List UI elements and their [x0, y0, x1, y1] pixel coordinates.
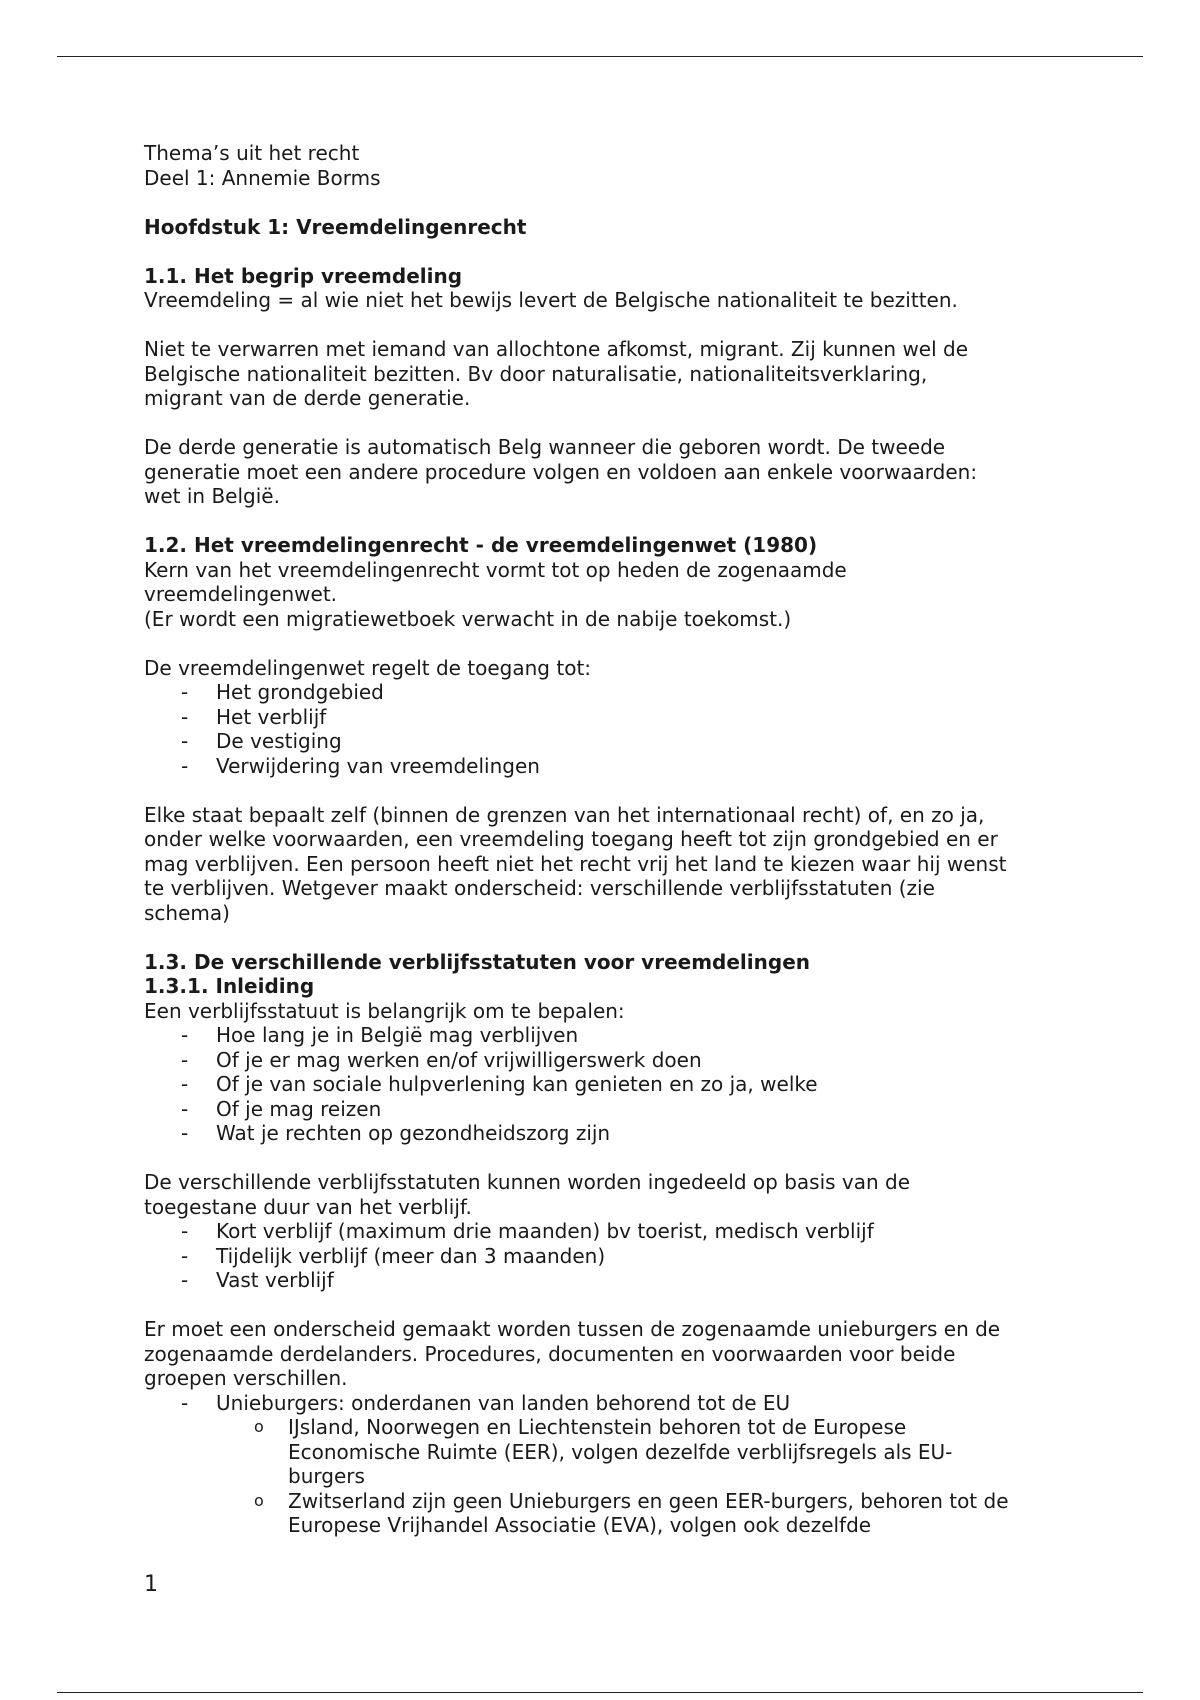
- dash-bullet: -: [181, 1390, 189, 1415]
- paragraph-line: Er moet een onderscheid gemaakt worden tussen de zogenaamde unieburgers en de: [144, 1317, 1001, 1341]
- paragraph-line: De verschillende verblijfsstatuten kunnen worden ingedeeld op basis van de: [144, 1170, 911, 1194]
- paragraph-line: zogenaamde derdelanders. Procedures, documenten en voorwaarden voor beide: [144, 1341, 956, 1366]
- duration-list: [144, 1219, 1084, 1293]
- list-item: - Het verblijf: [181, 704, 327, 729]
- dash-bullet: -: [181, 1219, 189, 1243]
- citizen-list: [144, 1391, 1084, 1416]
- page-top-rule: [57, 56, 1143, 57]
- list-item: - Vast verblijf: [181, 1268, 334, 1292]
- paragraph-line: vreemdelingenwet.: [144, 582, 338, 606]
- citizen-sublist: [144, 1415, 1084, 1538]
- circle-bullet: o: [254, 1417, 264, 1436]
- chapter-heading: Hoofdstuk 1: Vreemdelingenrecht: [144, 214, 527, 239]
- list-item: - Of je van sociale hulpverlening kan genieten en zo ja, welke: [181, 1072, 818, 1096]
- course-title: Thema’s uit het recht: [144, 141, 360, 165]
- paragraph-line: Elke staat bepaalt zelf (binnen de grenzen van het internationaal recht) of, en zo ja,: [144, 802, 985, 827]
- dash-bullet: -: [181, 1047, 189, 1072]
- sublist-item: o Zwitserland zijn geen Unieburgers en geen EER-burgers, behoren tot de Europese Vrijhandel Associatie (EVA), volgen ook dezelfde: [254, 1488, 1009, 1537]
- dash-bullet: -: [181, 680, 189, 704]
- list-item: - Het grondgebied: [181, 680, 384, 704]
- paragraph-line: mag verblijven. Een persoon heeft niet het recht vrij het land te kiezen waar hij wenst: [144, 851, 1007, 876]
- dash-bullet: -: [181, 729, 189, 753]
- list-item: - Tijdelijk verblijf (meer dan 3 maanden): [181, 1243, 606, 1268]
- paragraph-line: te verblijven. Wetgever maakt onderscheid: verschillende verblijfsstatuten (zie: [144, 876, 935, 900]
- paragraph-line: wet in België.: [144, 484, 280, 508]
- dash-bullet: -: [181, 1096, 189, 1121]
- paragraph-line: (Er wordt een migratiewetboek verwacht in de nabije toekomst.): [144, 606, 792, 631]
- dash-bullet: -: [181, 704, 189, 729]
- paragraph-line: onder welke voorwaarden, een vreemdeling toegang heeft tot zijn grondgebied en er: [144, 827, 998, 851]
- list-item: - Kort verblijf (maximum drie maanden) bv toerist, medisch verblijf: [181, 1219, 874, 1243]
- dash-bullet: -: [181, 1072, 189, 1096]
- dash-bullet: -: [181, 1121, 189, 1145]
- list-item: - Of je er mag werken en/of vrijwilligerswerk doen: [181, 1047, 702, 1072]
- paragraph-line: schema): [144, 900, 230, 925]
- sublist-item: o IJsland, Noorwegen en Liechtenstein behoren tot de Europese Economische Ruimte (EER), volgen dezelfde verblijfsregels als EU- burgers: [254, 1415, 953, 1488]
- paragraph: Een verblijfsstatuut is belangrijk om te bepalen:: [144, 998, 625, 1023]
- paragraph: De vreemdelingenwet regelt de toegang tot:: [144, 655, 592, 680]
- circle-bullet: o: [254, 1490, 264, 1510]
- dash-bullet: -: [181, 1023, 189, 1047]
- paragraph-line: Niet te verwarren met iemand van allochtone afkomst, migrant. Zij kunnen wel de: [144, 337, 969, 361]
- access-list: [144, 680, 1084, 778]
- dash-bullet: -: [181, 1268, 189, 1292]
- paragraph-line: migrant van de derde generatie.: [144, 386, 471, 410]
- list-item: - Verwijdering van vreemdelingen: [181, 753, 540, 778]
- page-number: 1: [144, 1572, 158, 1597]
- paragraph-line: Belgische nationaliteit bezitten. Bv door naturalisatie, nationaliteitsverklaring,: [144, 361, 928, 386]
- part-title: Deel 1: Annemie Borms: [144, 165, 381, 190]
- paragraph-line: toegestane duur van het verblijf.: [144, 1194, 472, 1219]
- dash-bullet: -: [181, 1243, 189, 1268]
- list-item: - Of je mag reizen: [181, 1096, 382, 1121]
- list-item: - Wat je rechten op gezondheidszorg zijn: [181, 1121, 611, 1145]
- paragraph-line: Kern van het vreemdelingenrecht vormt tot op heden de zogenaamde: [144, 557, 847, 582]
- section-heading-1-2: 1.2. Het vreemdelingenrecht - de vreemdelingenwet (1980): [144, 533, 818, 557]
- section-heading-1-1: 1.1. Het begrip vreemdeling: [144, 263, 463, 288]
- paragraph: Vreemdeling = al wie niet het bewijs levert de Belgische nationaliteit te bezitten.: [144, 288, 958, 312]
- list-item: - De vestiging: [181, 729, 342, 753]
- page-bottom-rule: [57, 1692, 1143, 1693]
- subsection-heading-1-3-1: 1.3.1. Inleiding: [144, 974, 315, 998]
- statute-purpose-list: [144, 1023, 1084, 1146]
- list-item: - Unieburgers: onderdanen van landen behorend tot de EU: [181, 1390, 791, 1415]
- paragraph-line: groepen verschillen.: [144, 1366, 348, 1390]
- list-item: - Hoe lang je in België mag verblijven: [181, 1023, 579, 1047]
- document-body: [144, 141, 1084, 1538]
- section-heading-1-3: 1.3. De verschillende verblijfsstatuten voor vreemdelingen: [144, 949, 810, 974]
- paragraph-line: generatie moet een andere procedure volgen en voldoen aan enkele voorwaarden:: [144, 459, 978, 484]
- dash-bullet: -: [181, 753, 189, 778]
- paragraph-line: De derde generatie is automatisch Belg wanneer die geboren wordt. De tweede: [144, 435, 946, 459]
